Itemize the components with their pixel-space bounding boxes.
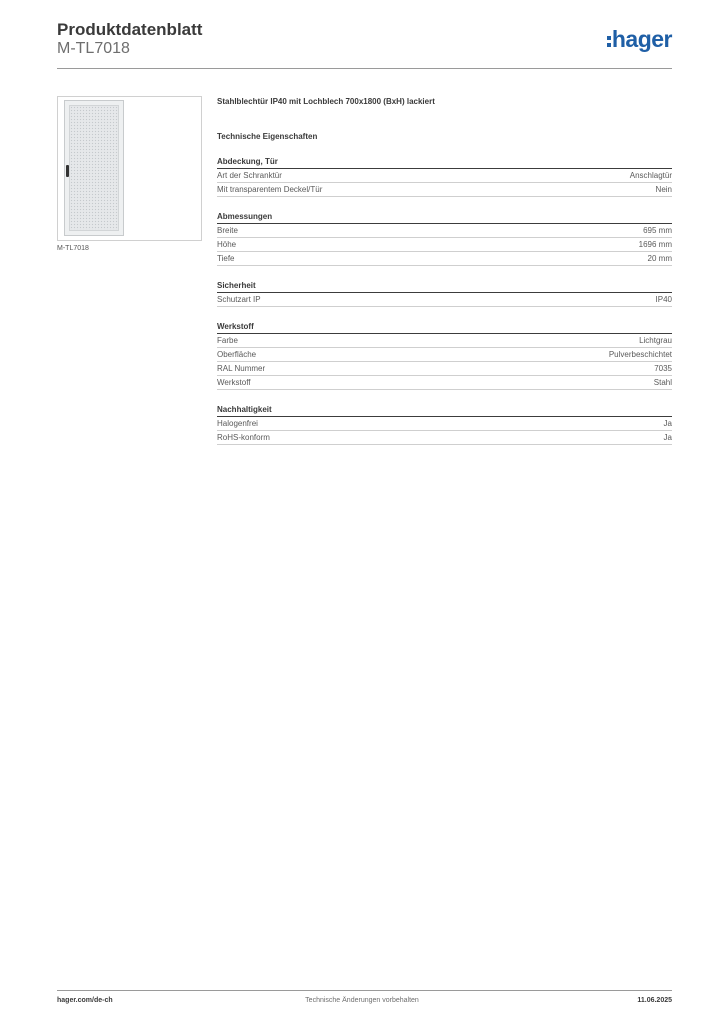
- image-caption: M-TL7018: [57, 245, 89, 252]
- logo-text: hager: [611, 26, 672, 52]
- row-label: Oberfläche: [217, 350, 257, 359]
- product-number: M-TL7018: [57, 40, 130, 57]
- table-row: [217, 252, 672, 266]
- row-label: RAL Nummer: [217, 364, 266, 373]
- footer-notice: Technische Änderungen vorbehalten: [305, 997, 419, 1004]
- section-title: Abdeckung, Tür: [217, 156, 672, 169]
- footer-divider: [57, 990, 672, 991]
- row-value: 695 mm: [643, 226, 672, 235]
- row-value: Ja: [663, 433, 672, 442]
- row-label: Werkstoff: [217, 378, 251, 387]
- product-content: [217, 96, 672, 445]
- table-row: [217, 293, 672, 307]
- row-label: Art der Schranktür: [217, 171, 282, 180]
- row-value: 1696 mm: [638, 240, 672, 249]
- section-material: [217, 321, 672, 390]
- row-value: Ja: [663, 419, 672, 428]
- row-value: 7035: [654, 364, 672, 373]
- table-row: [217, 169, 672, 183]
- row-label: Schutzart IP: [217, 295, 261, 304]
- row-value: Anschlagtür: [629, 171, 672, 180]
- row-value: IP40: [655, 295, 672, 304]
- table-row: [217, 238, 672, 252]
- row-value: Nein: [655, 185, 672, 194]
- table-row: [217, 334, 672, 348]
- perforated-door-icon: [64, 100, 124, 236]
- row-label: RoHS-konform: [217, 433, 270, 442]
- table-row: [217, 376, 672, 390]
- row-value: 20 mm: [647, 254, 672, 263]
- row-label: Mit transparentem Deckel/Tür: [217, 185, 323, 194]
- section-title: Sicherheit: [217, 280, 672, 293]
- logo-dots-icon: [607, 36, 611, 50]
- row-value: Pulverbeschichtet: [608, 350, 672, 359]
- section-title: Abmessungen: [217, 211, 672, 224]
- tech-properties-heading: Technische Eigenschaften: [217, 132, 318, 141]
- section-dimensions: [217, 211, 672, 266]
- table-row: [217, 362, 672, 376]
- row-label: Farbe: [217, 336, 238, 345]
- page-title: Produktdatenblatt: [57, 20, 203, 39]
- table-row: [217, 183, 672, 197]
- product-image: [57, 96, 202, 241]
- hager-logo: [607, 28, 672, 51]
- row-label: Halogenfrei: [217, 419, 258, 428]
- section-title: Werkstoff: [217, 321, 672, 334]
- section-title: Nachhaltigkeit: [217, 404, 672, 417]
- section-cover-door: [217, 156, 672, 197]
- row-label: Tiefe: [217, 254, 235, 263]
- footer-date: 11.06.2025: [637, 997, 672, 1004]
- row-value: Lichtgrau: [639, 336, 672, 345]
- row-label: Breite: [217, 226, 238, 235]
- row-label: Höhe: [217, 240, 237, 249]
- table-row: [217, 431, 672, 445]
- product-description: Stahlblechtür IP40 mit Lochblech 700x1800 (BxH) lackiert: [217, 97, 435, 106]
- table-row: [217, 224, 672, 238]
- table-row: [217, 348, 672, 362]
- table-row: [217, 417, 672, 431]
- header-divider: [57, 68, 672, 69]
- footer-website-link[interactable]: hager.com/de-ch: [57, 997, 113, 1004]
- section-safety: [217, 280, 672, 307]
- row-value: Stahl: [653, 378, 672, 387]
- perforated-panel: [69, 105, 119, 231]
- door-handle: [66, 165, 69, 177]
- section-sustainability: [217, 404, 672, 445]
